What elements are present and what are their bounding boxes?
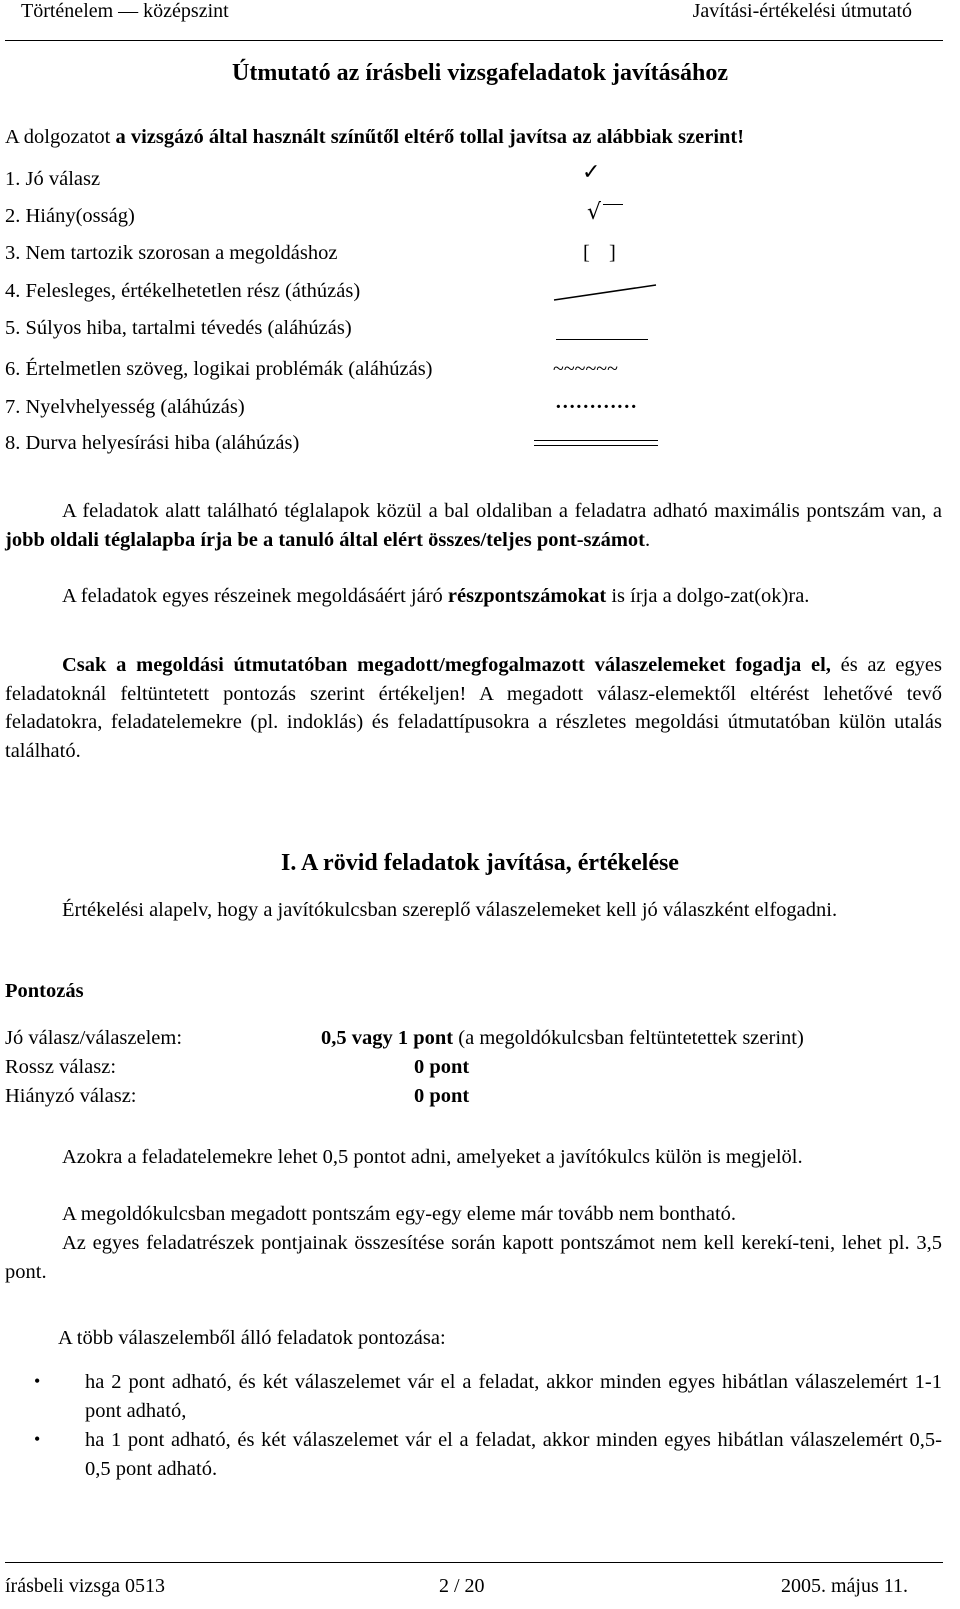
- paragraph-partial-points: A feladatok egyes részeinek megoldásáért járó részpontszámokat is írja a dolgo-zat(ok)ra.: [62, 585, 810, 607]
- legend-item-2: 2. Hiány(osság): [5, 205, 135, 227]
- paragraph-rounding: Az egyes feladatrészek pontjainak összesítése során kapott pontszámot nem kell kerekí-teni, lehet pl. 3,5 pont.: [5, 1232, 942, 1283]
- header-doc-type: Javítási-értékelési útmutató: [692, 0, 912, 22]
- dotted-underline-icon: …………: [555, 391, 637, 413]
- legend-item-7: 7. Nyelvhelyesség (aláhúzás): [5, 396, 245, 418]
- paragraph-scoring-boxes: A feladatok alatt található téglalapok közül a bal oldaliban a feladatra adható maximális pontszám van, a jobb oldali téglalapba írja be a tanuló által elért összes/teljes pont-számot.: [5, 500, 942, 551]
- multi-element-heading: A több válaszelemből álló feladatok pontozása:: [58, 1327, 446, 1349]
- score-label-correct: Jó válasz/válaszelem:: [5, 1027, 183, 1049]
- footer-page-number: 2 / 20: [439, 1575, 485, 1597]
- footer-date: 2005. május 11.: [780, 1575, 908, 1597]
- legend-item-5: 5. Súlyos hiba, tartalmi tévedés (aláhúzás): [5, 317, 352, 339]
- strikethrough-icon: [552, 280, 662, 304]
- paragraph-half-points: Azokra a feladatelemekre lehet 0,5 pontot adni, amelyeket a javítókulcs külön is megjelöl.: [62, 1146, 803, 1168]
- paragraph-principle: Értékelési alapelv, hogy a javítókulcsban szereplő válaszelemeket kell jó válaszként elfogadni.: [62, 899, 838, 921]
- legend-item-8: 8. Durva helyesírási hiba (aláhúzás): [5, 432, 300, 454]
- square-root-icon: √: [587, 200, 602, 225]
- paragraph-indivisible: A megoldókulcsban megadott pontszám egy-egy eleme már tovább nem bontható.: [62, 1203, 737, 1225]
- header-subject: Történelem — középszint: [21, 0, 229, 22]
- wavy-underline-icon: ~~~~~~: [553, 358, 618, 380]
- page-title: Útmutató az írásbeli vizsgafeladatok javításához: [232, 60, 728, 86]
- legend-item-6: 6. Értelmetlen szöveg, logikai problémák (aláhúzás): [5, 358, 433, 380]
- score-label-wrong: Rossz válasz:: [5, 1056, 117, 1078]
- checkmark-icon: ✓: [582, 160, 601, 185]
- square-root-bar: [603, 204, 623, 205]
- section-title: I. A rövid feladatok javítása, értékelése: [281, 850, 679, 876]
- score-value-missing: 0 pont: [414, 1085, 470, 1107]
- footer-exam-code: írásbeli vizsga 0513: [5, 1575, 165, 1597]
- footer-rule: [5, 1562, 943, 1563]
- double-underline-icon: [534, 440, 658, 446]
- intro-text: A dolgozatot a vizsgázó által használt színűtől eltérő tollal javítsa az alábbiak szerint!: [5, 126, 745, 148]
- header-rule: [5, 40, 943, 41]
- underline-icon: [556, 339, 648, 340]
- legend-item-1: 1. Jó válasz: [5, 168, 101, 190]
- legend-item-4: 4. Felesleges, értékelhetetlen rész (áthúzás): [5, 280, 361, 302]
- scoring-heading: Pontozás: [5, 980, 84, 1002]
- legend-item-3: 3. Nem tartozik szorosan a megoldáshoz: [5, 242, 338, 264]
- bullet-icon: •: [34, 1429, 41, 1449]
- score-value-wrong: 0 pont: [414, 1056, 470, 1078]
- brackets-icon: [ ]: [583, 242, 616, 264]
- score-label-missing: Hiányzó válasz:: [5, 1085, 137, 1107]
- bullet-item-1: ha 2 pont adható, és két válaszelemet vár el a feladat, akkor minden egyes hibátlan válaszelemért 1-1 pont adható,: [85, 1371, 942, 1422]
- bullet-icon: •: [34, 1371, 41, 1391]
- score-value-correct: 0,5 vagy 1 pont (a megoldókulcsban feltüntetettek szerint): [321, 1027, 804, 1049]
- bullet-item-2: ha 1 pont adható, és két válaszelemet vár el a feladat, akkor minden egyes hibátlan válaszelemért 0,5-0,5 pont adható.: [85, 1429, 942, 1480]
- paragraph-answer-elements: Csak a megoldási útmutatóban megadott/megfogalmazott válaszelemeket fogadja el, és az egyes feladatoknál feltüntetett pontozás szerint értékeljen! A megadott válasz-elemektől eltérést lehetővé tevő feladatokra, feladatelemekre (pl. indoklás) és feladattípusokra a részletes megoldási útmutatóban külön utalás található.: [5, 654, 943, 762]
